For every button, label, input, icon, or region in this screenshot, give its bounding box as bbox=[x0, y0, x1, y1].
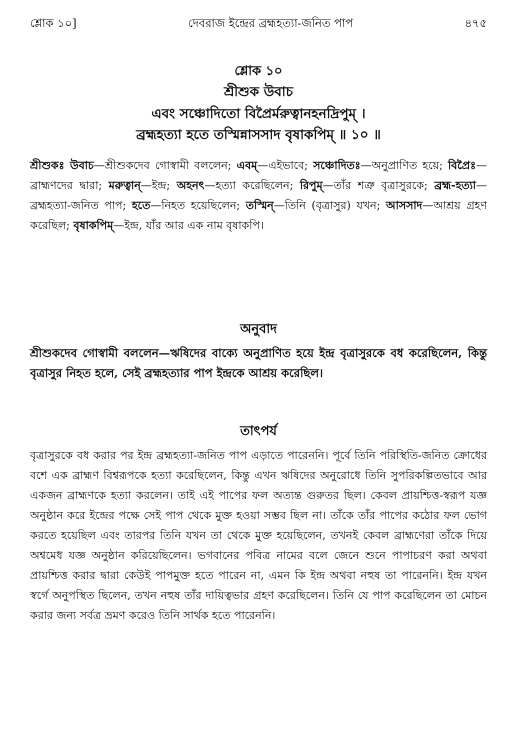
synonym-meaning: ইন্দ্র, যাঁর আর এক নাম বৃষাকপি। bbox=[124, 219, 264, 232]
synonym-meaning: অনুপ্রাণিত হয়ে; bbox=[371, 159, 443, 172]
synonym-meaning: ইন্দ্র; bbox=[151, 179, 171, 192]
synonym-term: আসসাদ bbox=[386, 199, 423, 212]
synonym-meaning: ব্রাহ্মণদের দ্বারা; bbox=[30, 179, 103, 192]
synonym-meaning: নিহত হয়েছিলেন; bbox=[161, 199, 241, 212]
verse-speaker: শ্রীশুক উবাচ bbox=[223, 84, 294, 100]
synonym-meaning: শ্রীশুকদেব গোস্বামী বললেন; bbox=[104, 159, 232, 172]
synonym-term: শ্রীশুকঃ উবাচ bbox=[30, 159, 94, 172]
purport-heading: তাৎপর্য bbox=[240, 424, 277, 439]
synonym-entry: হতে—নিহত হয়েছিলেন; bbox=[131, 199, 241, 212]
header-verse-ref: শ্লোক ১০] bbox=[30, 15, 77, 30]
synonym-term: বৃষাকপিম্ bbox=[73, 219, 114, 232]
synonym-meaning: তাঁর শত্রু বৃত্রাসুরকে; bbox=[333, 179, 428, 192]
purport-body bbox=[30, 446, 487, 626]
running-header bbox=[30, 14, 487, 34]
synonym-entry: অহনৎ—হত্যা করেছিলেন; bbox=[176, 179, 294, 192]
synonym-entry: আসসাদ—আশ্রয় গ্রহণ করেছিল; bbox=[30, 199, 487, 232]
synonym-entry: এবম্—এইভাবে; bbox=[236, 159, 308, 172]
synonym-meaning: এইভাবে; bbox=[268, 159, 308, 172]
synonym-term: অহনৎ bbox=[176, 179, 205, 192]
synonym-entry: ব্রহ্ম-হত্যা—ব্রহ্মহত্যা-জনিত পাপ; bbox=[30, 179, 487, 212]
word-for-word-synonyms bbox=[30, 156, 487, 236]
synonym-meaning: আশ্রয় গ্রহণ করেছিল; bbox=[30, 199, 487, 232]
synonym-entry: তস্মিন্—তিনি (বৃত্রাসুর) যখন; bbox=[245, 199, 381, 212]
synonym-entry: সঞ্চোদিতঃ—অনুপ্রাণিত হয়ে; bbox=[313, 159, 443, 172]
synonym-meaning: তিনি (বৃত্রাসুর) যখন; bbox=[284, 199, 381, 212]
synonym-term: রিপুম্ bbox=[299, 179, 323, 192]
synonym-entry: রিপুম্—তাঁর শত্রু বৃত্রাসুরকে; bbox=[299, 179, 428, 192]
synonym-entry: শ্রীশুকঃ উবাচ—শ্রীশুকদেব গোস্বামী বললেন; bbox=[30, 159, 232, 172]
translation-text: শ্রীশুকদেব গোস্বামী বললেন—ঋষিদের বাক্যে অনুপ্রাণিত হয়ে ইন্দ্র বৃত্রাসুরকে বধ করেছিলেন, কিন্তু বৃত্রাসুর নিহত হলে, সেই ব্রহ্মহত্যার পাপ ইন্দ্রকে আশ্রয় করেছিল। bbox=[30, 346, 487, 380]
synonym-term: এবম্ bbox=[236, 159, 258, 172]
synonym-term: হতে bbox=[131, 199, 151, 212]
translation-heading: অনুবাদ bbox=[240, 322, 277, 337]
synonym-entry: বৃষাকপিম্—ইন্দ্র, যাঁর আর এক নাম বৃষাকপি। bbox=[73, 219, 264, 232]
synonym-term: বিপ্রৈঃ bbox=[448, 159, 476, 172]
verse-text-line-2: ব্রহ্মহত্যা হতে তস্মিন্নাসসাদ বৃষাকপিম্ ॥ ১০ ॥ bbox=[136, 127, 381, 143]
synonym-meaning: হত্যা করেছিলেন; bbox=[215, 179, 294, 192]
verse-number: শ্লোক ১০ bbox=[234, 64, 283, 79]
synonym-term: মরুত্বান্ bbox=[108, 179, 141, 192]
synonym-meaning: ব্রহ্মহত্যা-জনিত পাপ; bbox=[30, 199, 127, 212]
synonym-term: সঞ্চোদিতঃ bbox=[313, 159, 361, 172]
purport-paragraph: বৃত্রাসুরকে বধ করার পর ইন্দ্র ব্রহ্মহত্যা-জনিত পাপ এড়াতে পারেননি। পূর্বে তিনি পরিস্থিতি-জনিত ক্রোধের বশে এক ব্রাহ্মণ বিশ্বরূপকে হত্যা করেছিলেন, কিন্তু এখন ঋষিদের অনুরোধে তিনি সুপরিকল্পিতভাবে আর একজন ব্রাহ্মণকে হত্যা করলেন। তাই এই পাপের ফল অত্যন্ত গুরুতর ছিল। কেবল প্রায়শ্চিত্ত-স্বরূপ যজ্ঞ অনুষ্ঠান করে ইন্দ্রের পক্ষে সেই পাপ থেকে মুক্ত হওয়া সম্ভব ছিল না। তাঁকে তাঁর পাপের কঠোর ফল ভোগ করতে হয়েছিল এবং তারপর তিনি যখন তা থেকে মুক্ত হয়েছিলেন, তখনই কেবল ব্রাহ্মণেরা তাঁকে দিয়ে অশ্বমেধ যজ্ঞ অনুষ্ঠান করিয়েছিলেন। ভগবানের পবিত্র নামের বলে জেনে শুনে পাপাচরণ করা অথবা প্রায়শ্চিত্ত করার দ্বারা কেউই পাপমুক্ত হতে পারেন না, এমন কি ইন্দ্র অথবা নহুষ তা পারেননি। ইন্দ্র যখন স্বর্গে অনুপস্থিত ছিলেন, তখন নহুষ তাঁর দায়িত্বভার গ্রহণ করেছিলেন। তিনি যে পাপ করেছিলেন তা মোচন করার জন্য সর্বত্র ভ্রমণ করেও তিনি সার্থক হতে পারেননি। bbox=[30, 449, 487, 622]
synonym-term: তস্মিন্ bbox=[245, 199, 274, 212]
synonym-term: ব্রহ্ম-হত্যা bbox=[434, 179, 476, 192]
header-chapter-title: দেবরাজ ইন্দ্রের ব্রহ্মহত্যা-জনিত পাপ bbox=[188, 15, 354, 30]
verse-text-line-1: এবং সঞ্চোদিতো বিপ্রৈর্মরুত্বানহনদ্রিপুম্ । bbox=[151, 106, 366, 122]
synonym-entry: বিপ্রৈঃ—ব্রাহ্মণদের দ্বারা; bbox=[30, 159, 487, 192]
page-number: ৪৭৫ bbox=[464, 15, 487, 30]
synonym-entry: মরুত্বান্—ইন্দ্র; bbox=[108, 179, 171, 192]
